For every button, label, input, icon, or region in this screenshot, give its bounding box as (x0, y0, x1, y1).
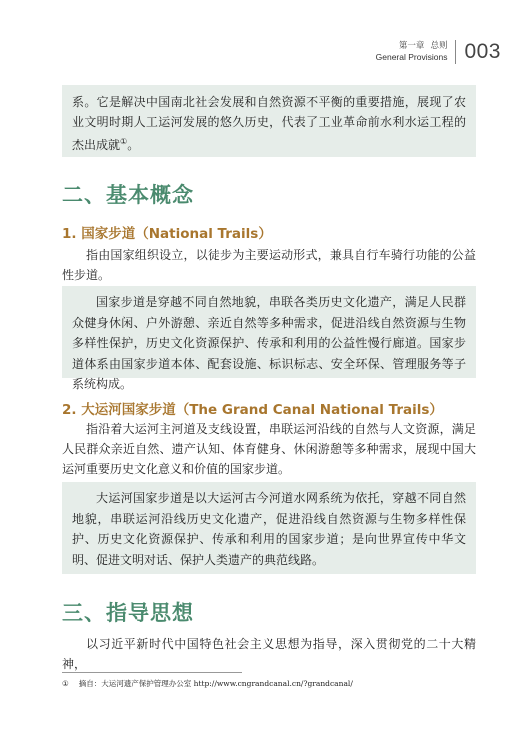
chapter-title-cn: 总则 (430, 41, 448, 51)
footnote-mark: ① (62, 679, 69, 688)
national-trails-definition: 指由国家组织设立，以徒步为主要运动形式，兼具自行车骑行功能的公益性步道。 (62, 248, 476, 282)
page-number: 003 (464, 40, 501, 63)
footnote (62, 678, 353, 689)
grand-canal-trails-box (62, 482, 476, 574)
chapter-label-cn (376, 41, 448, 52)
footnote-rule (62, 672, 242, 673)
grand-canal-trails-definition: 指沿着大运河主河道及支线设置，串联运河沿线的自然与人文资源，满足人民群众亲近自然、遗产认知、体育健身、休闲游憩等多种需求，展现中国大运河重要历史文化意义和价值的国家步道。 (62, 422, 476, 476)
intro-text-body: 系。它是解决中国南北社会发展和自然资源不平衡的重要措施，展现了农业文明时期人工运河发展的悠久历史，代表了工业革命前水利水运工程的杰出成就 (72, 95, 466, 152)
subheading-national-trails: 1. 国家步道（National Trails） (62, 226, 272, 242)
national-trails-box (62, 286, 476, 391)
footnote-text: 摘自：大运河遗产保护管理办公室 http://www.cngrandcanal.cn/?grandcanal/ (78, 679, 353, 688)
chapter-info (376, 41, 448, 63)
header-divider (455, 40, 456, 64)
chapter-title-en: General Provisions (375, 52, 448, 62)
section-heading-guiding-ideology: 三、指导思想 (62, 600, 194, 625)
footnote-ref[interactable]: ① (120, 137, 128, 146)
section-heading-basic-concepts: 二、基本概念 (62, 182, 194, 207)
intro-text (72, 93, 466, 156)
intro-box (62, 85, 476, 157)
intro-text-end: 。 (127, 138, 140, 152)
subheading-grand-canal-trails: 2. 大运河国家步道（The Grand Canal National Trails） (62, 402, 443, 418)
guiding-ideology-paragraph: 以习近平新时代中国特色社会主义思想为指导，深入贯彻党的二十大精神， (62, 637, 476, 671)
grand-canal-trails-box-text: 大运河国家步道是以大运河古今河道水网系统为依托，穿越不同自然地貌，串联运河沿线历史文化遗产，促进沿线自然资源与生物多样性保护、历史文化资源保护、传承和利用的国家步道；是向世界宣传中华文明、促进文明对话、保护人类遗产的典范线路。 (72, 491, 466, 567)
national-trails-box-text: 国家步道是穿越不同自然地貌，串联各类历史文化遗产，满足人民群众健身休闲、户外游憩、亲近自然等多种需求，促进沿线自然资源与生物多样性保护，历史文化资源保护、传承和利用的公益性慢行廊道。国家步道体系由国家步道本体、配套设施、标识标志、安全环保、管理服务等子系统构成。 (72, 295, 466, 391)
page-header (376, 40, 501, 64)
chapter-number: 第一章 (398, 41, 425, 51)
